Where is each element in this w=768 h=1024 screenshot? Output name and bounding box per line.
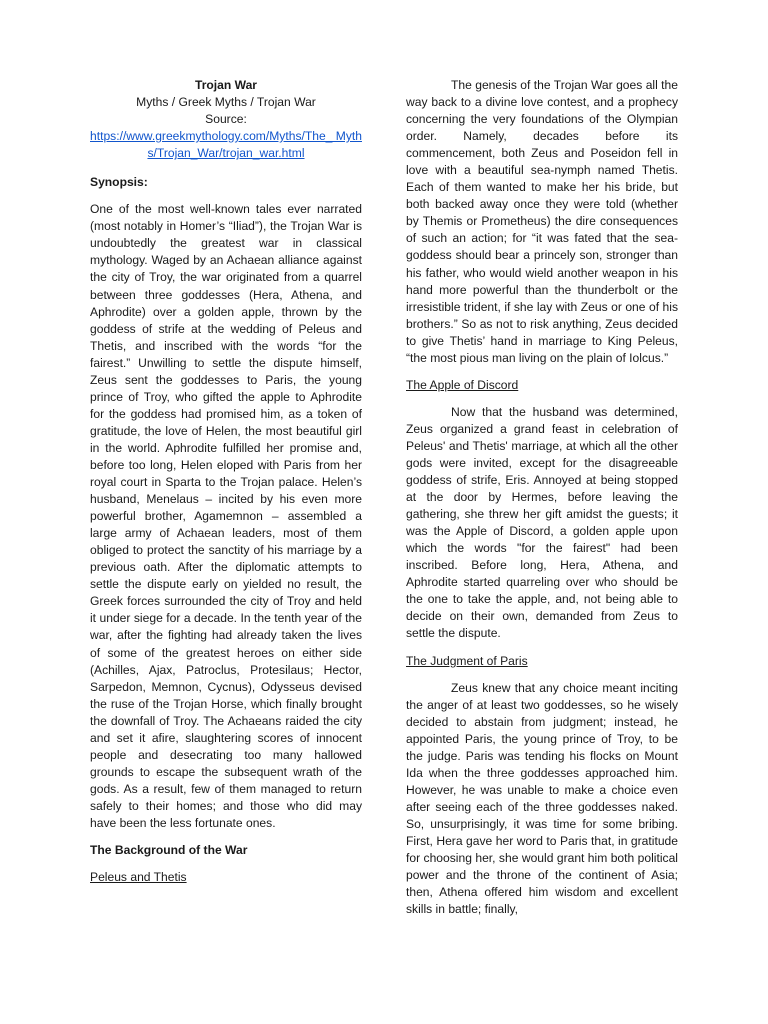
breadcrumb: Myths / Greek Myths / Trojan War: [136, 95, 316, 110]
apple-paragraph: Now that the husband was determined, Zeus organized a grand feast in celebration of Peleus' and Thetis' marriage, at which all the other gods were invited, except for the disagreeable goddess of strife, Eris. Annoyed at being stopped at the door by Hermes, before leaving the gathering, she threw her gift amidst the guests; it was the Apple of Discord, a golden apple upon which the words "for the fairest" had been inscribed. Before long, Hera, Athena, and Aphrodite started quarreling over who should be the one to take the apple, and, not being able to decide on their own, demanded from Zeus to settle the dispute.: [406, 404, 678, 641]
document-title: Trojan War: [194, 78, 258, 92]
synopsis-heading: Synopsis:: [90, 175, 148, 190]
background-paragraph: The genesis of the Trojan War goes all the way back to a divine love contest, and a prophecy concerning the very foundations of the Olympian order. Namely, decades before its commencement, both Zeus and Poseidon fell in love with a beautiful sea-nymph named Thetis. Each of them wanted to make her his bride, but both backed away once they were told (whether by Themis or Prometheus) the dire consequences of such an action; for “it was fated that the sea-goddess should bear a princely son, stronger than his father, who would wield another weapon in his hand more powerful than the thunderbolt or the irresistible trident, if she lay with Zeus or one of his brothers.” So as not to risk anything, Zeus decided to give Thetis’ hand in marriage to King Peleus, “the most pious man living on the plain of Iolcus.”: [406, 78, 678, 365]
background-heading: The Background of the War: [90, 843, 248, 858]
source-label: Source:: [205, 112, 247, 127]
apple-heading: The Apple of Discord: [406, 377, 519, 392]
source-link-wrap: [90, 128, 362, 162]
judgment-heading: The Judgment of Paris: [406, 653, 528, 668]
right-column: [406, 77, 678, 918]
judgment-paragraph: Zeus knew that any choice meant inciting the anger of at least two goddesses, so he wisely decided to abstain from judgment; instead, he appointed Paris, the young prince of Troy, to be the judge. Paris was tending his flocks on Mount Ida when the three goddesses approached him. However, he was unable to make a choice even after seeing each of the three goddesses naked. So, unsurprisingly, it was time for some bribing. First, Hera gave her word to Paris that, in gratitude for choosing her, she would grant him both political power and the throne of the continent of Asia; then, Athena offered him wisdom and excellent skills in battle; finally,: [406, 680, 678, 917]
peleus-thetis-heading: Peleus and Thetis: [90, 870, 187, 885]
left-column: [90, 77, 362, 886]
source-link[interactable]: https://www.greekmythology.com/Myths/The_ Myths/Trojan_War/trojan_war.html: [90, 129, 362, 161]
synopsis-paragraph: One of the most well-known tales ever narrated (most notably in Homer’s “Iliad”), the Trojan War is undoubtedly the greatest war in classical mythology. Waged by an Achaean alliance against the city of Troy, the war originated from a quarrel between three goddesses (Hera, Athena, and Aphrodite) over a golden apple, thrown by the goddess of strife at the wedding of Peleus and Thetis, and inscribed with the words “for the fairest.” Unwilling to settle the dispute himself, Zeus sent the goddesses to Paris, the young prince of Troy, who gifted the apple to Aphrodite for the goddess had promised him, as a token of gratitude, the love of Helen, the most beautiful girl in the world. Aphrodite fulfilled her promise and, before too long, Helen eloped with Paris from her royal court in Sparta to the Trojan palace. Helen’s husband, Menelaus – incited by his even more powerful brother, Agamemnon – assembled a large army of Achaean leaders, most of them obliged to protect the sanctity of his marriage by a previous oath. After the diplomatic attempts to settle the dispute early on yielded no result, the Greek forces surrounded the city of Troy and held it under siege for a decade. In the tenth year of the war, after the fighting had already taken the lives of some of the greatest heroes on either side (Achilles, Ajax, Patroclus, Protesilaus; Hector, Sarpedon, Memnon, Cycnus), Odysseus devised the ruse of the Trojan Horse, which finally brought the downfall of Troy. The Achaeans raided the city and set it afire, slaughtering scores of innocent people and desecrating too many hallowed grounds to escape the subsequent wrath of the gods. As a result, few of them managed to return safely to their homes; and those who did may have been the less fortunate ones.: [90, 202, 362, 830]
